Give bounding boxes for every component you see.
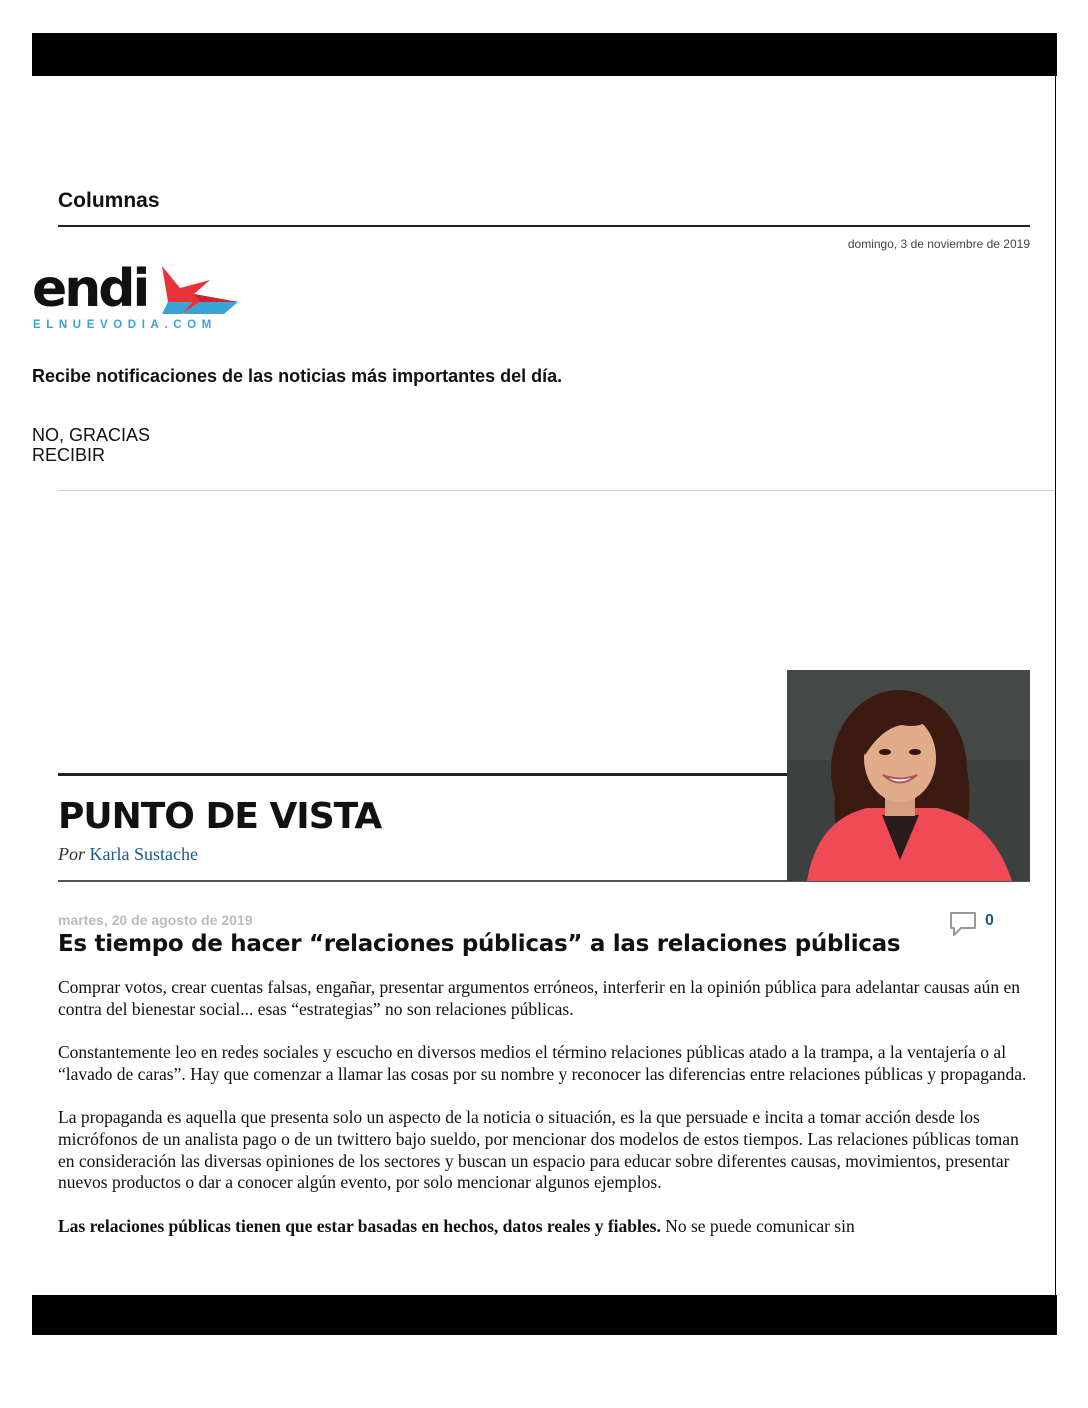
speech-bubble-icon <box>948 910 978 938</box>
divider <box>58 490 1055 491</box>
endi-logo-graphic <box>32 258 242 333</box>
article-paragraph-tail: No se puede comunicar sin <box>660 1215 855 1236</box>
comments-link[interactable] <box>948 910 1008 940</box>
bottom-black-bar <box>32 1295 1057 1335</box>
article-emphasis: Las relaciones públicas tienen que estar basadas en hechos, datos reales y fiables. <box>58 1215 661 1236</box>
article-date: martes, 20 de agosto de 2019 <box>58 912 253 928</box>
comment-count[interactable]: 0 <box>985 912 994 929</box>
author-photo <box>787 670 1030 881</box>
current-date: domingo, 3 de noviembre de 2019 <box>847 237 1030 251</box>
byline <box>58 844 198 865</box>
column-title[interactable]: PUNTO DE VISTA <box>58 796 382 837</box>
author-link[interactable]: Karla Sustache <box>89 844 198 864</box>
article-title[interactable]: Es tiempo de hacer “relaciones públicas” a las relaciones públicas <box>58 931 901 957</box>
endi-logo[interactable] <box>32 258 242 333</box>
article-paragraph-last <box>58 1216 1030 1238</box>
accept-notifications-button[interactable]: RECIBIR <box>32 445 106 465</box>
article-body <box>58 977 1030 1259</box>
notification-message: Recibe notificaciones de las noticias más importantes del día. <box>32 366 563 386</box>
article-paragraph: La propaganda es aquella que presenta solo un aspecto de la noticia o situación, es la que persuade e incita a tomar acción desde los micrófonos de un analista pago o de un twittero bajo sueldo, por mencionar dos modelos de estos tiempos. Las relaciones públicas toman en consideración las diversas opiniones de los sectores y buscan un espacio para educar sobre diferentes causas, movimientos, presentar nuevos productos o dar a conocer algún evento, por solo mencionar algunos ejemplos. <box>58 1107 1019 1193</box>
top-black-bar <box>32 33 1057 76</box>
section-title[interactable]: Columnas <box>58 189 160 212</box>
right-border <box>1055 76 1056 1295</box>
section-divider <box>58 225 1030 227</box>
author-portrait-illustration <box>787 670 1030 881</box>
decline-notifications-button[interactable]: NO, GRACIAS <box>32 425 151 445</box>
logo-wordmark: endi <box>32 259 148 319</box>
byline-prefix: Por <box>58 844 85 864</box>
article-paragraph: Comprar votos, crear cuentas falsas, engañar, presentar argumentos erróneos, interferir en la opinión pública para adelantar causas aún en contra del bienestar social... esas “estrategias” no son relaciones públicas. <box>58 977 1021 1019</box>
article-paragraph: Constantemente leo en redes sociales y escucho en diversos medios el término relaciones públicas atado a la trampa, a la ventajería o al “lavado de caras”. Hay que comenzar a llamar las cosas por su nombre y reconocer las diferencias entre relaciones públicas y propaganda. <box>58 1042 1027 1084</box>
logo-subtitle: ELNUEVODIA.COM <box>33 319 217 331</box>
